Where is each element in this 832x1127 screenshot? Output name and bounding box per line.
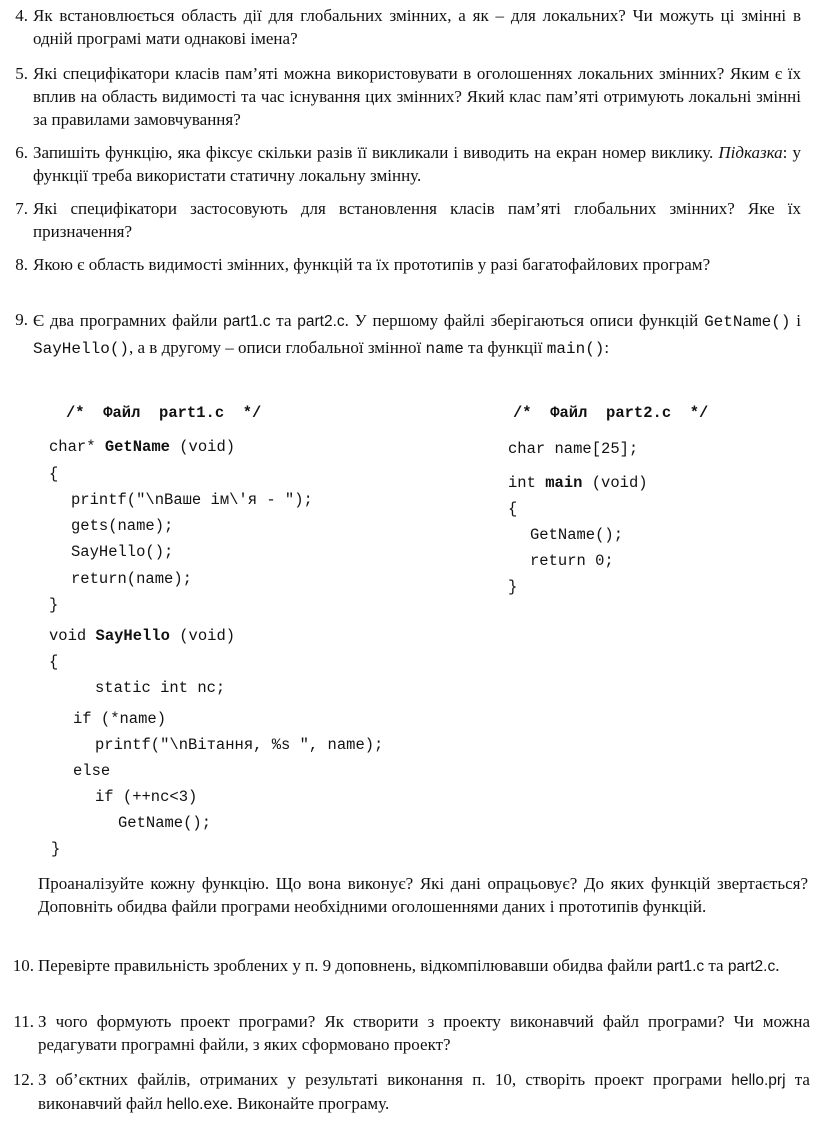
question-number: 8. — [15, 255, 28, 274]
question-number: 4. — [15, 6, 28, 25]
code-line: if (++nc<3) — [95, 788, 198, 806]
question-text: Запишіть функцію, яка фіксує скільки разів її викликали і виводить на екран номер виклику. Підказка: у функції треба використати статичну локальну змінну. — [33, 143, 801, 185]
filename: hello.exe — [166, 1096, 229, 1113]
filename: part1.c — [656, 958, 705, 975]
question-number: 9. — [15, 310, 28, 329]
question-number: 12. — [12, 1070, 34, 1089]
code-line: GetName(); — [530, 526, 624, 544]
question-text: Які специфікатори застосовують для встановлення класів пам’яті глобальних змінних? Яке їх призначення? — [33, 199, 801, 241]
code-line: } — [508, 578, 518, 596]
code-line: static int nc; — [95, 679, 226, 697]
code-line: if (*name) — [73, 710, 167, 728]
question-number: 11. — [13, 1012, 34, 1031]
code-line: { — [49, 653, 59, 671]
question-number: 10. — [12, 956, 34, 975]
filename: part2.c — [727, 958, 776, 975]
question-number: 5. — [15, 64, 28, 83]
question-text: Перевірте правильність зроблених у п. 9 доповнень, відкомпілювавши обидва файли part1.c та part2.c. — [38, 956, 780, 975]
filename: part2.c — [297, 313, 345, 330]
question-text: З об’єктних файлів, отриманих у результаті виконання п. 10, створіть проект програми hello.prj та виконавчий файл hello.exe. Виконайте програму. — [38, 1070, 810, 1113]
code-line: { — [508, 500, 518, 518]
question-number: 7. — [15, 199, 28, 218]
code-comment: /* Файл part1.c */ — [66, 404, 262, 422]
code-line: char name[25]; — [508, 440, 639, 458]
function-name: SayHello() — [33, 340, 130, 358]
code-line: printf("\nВітання, %s ", name); — [95, 736, 384, 754]
analysis-paragraph: Проаналізуйте кожну функцію. Що вона виконує? Які дані опрацьовує? До яких функцій звертається? Доповніть обидва файли програми необхідними оголошеннями даних і прототипів функцій. — [38, 874, 808, 916]
filename: part1.c — [223, 313, 271, 330]
code-line: GetName(); — [118, 814, 212, 832]
code-line: else — [73, 762, 111, 780]
question-text: Які специфікатори класів пам’яті можна використовувати в оголошеннях локальних змінних? Яким є їх вплив на область видимості та час існування цих змінних? Який клас пам’яті отримують локальні змінні за правилами замовчування? — [33, 64, 801, 129]
code-line: SayHello(); — [71, 543, 174, 561]
code-line: { — [49, 465, 59, 483]
code-comment: /* Файл part2.c */ — [513, 404, 709, 422]
code-line: int main (void) — [508, 474, 648, 492]
code-line: printf("\nВаше ім\'я - "); — [71, 491, 313, 509]
code-line: gets(name); — [71, 517, 174, 535]
code-line: } — [51, 840, 61, 858]
code-line: void SayHello (void) — [49, 627, 236, 645]
variable-name: name — [425, 340, 464, 358]
question-text: Є два програмних файли part1.c та part2.c. У першому файлі зберігаються описи функцій GetName() і SayHello(), а в другому – описи глобальної змінної name та функції main(): — [33, 311, 801, 358]
function-name: main() — [546, 340, 605, 358]
question-text: Як встановлюється область дії для глобальних змінних, а як – для локальних? Чи можуть ці змінні в одній програмі мати однакові імена? — [33, 6, 801, 48]
question-text: З чого формують проект програми? Як створити з проекту виконавчий файл програми? Чи можна редагувати програмні файли, з яких сформовано проект? — [38, 1012, 810, 1054]
hint-label: Підказка — [718, 143, 783, 162]
code-line: char* GetName (void) — [49, 438, 236, 456]
code-line: return 0; — [530, 552, 614, 570]
question-text: Якою є область видимості змінних, функцій та їх прототипів у разі багатофайлових програм? — [33, 255, 711, 274]
question-number: 6. — [15, 143, 28, 162]
code-line: return(name); — [71, 570, 192, 588]
filename: hello.prj — [731, 1072, 786, 1089]
function-name: GetName() — [704, 313, 791, 331]
code-line: } — [49, 596, 59, 614]
